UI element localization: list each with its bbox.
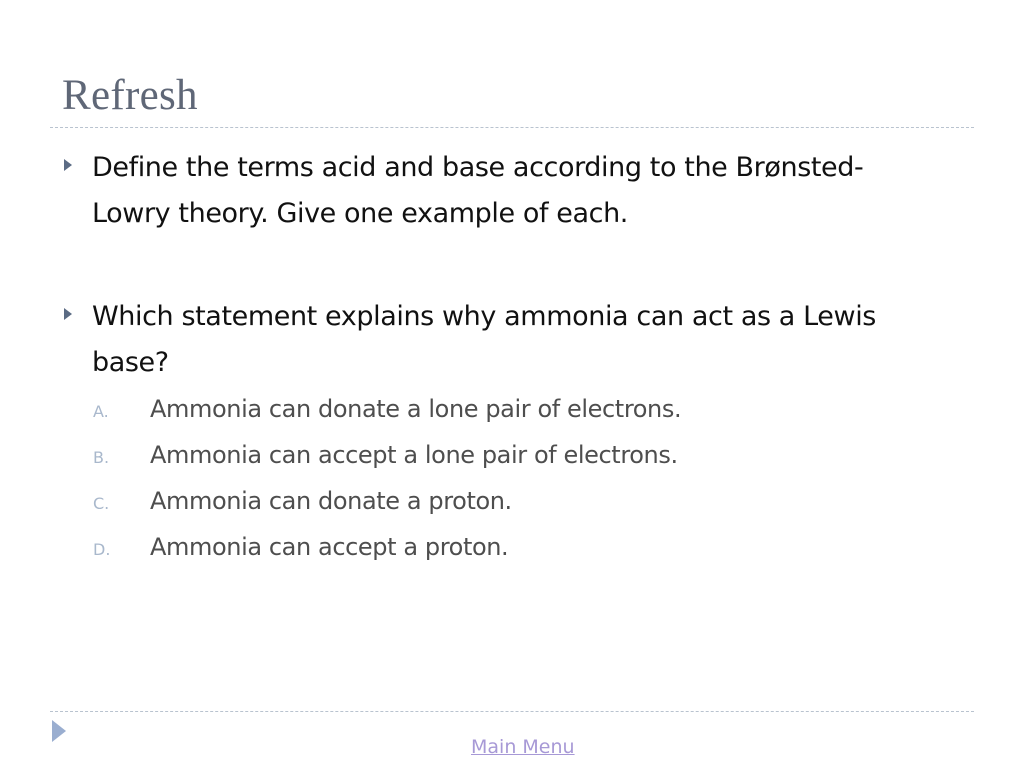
option-letter: A.: [93, 402, 109, 421]
bullet-arrow-icon: [64, 308, 72, 320]
footer-divider: [50, 711, 974, 712]
title-divider: [50, 127, 974, 128]
option-letter: C.: [93, 494, 110, 513]
answer-option: [0, 438, 1024, 478]
option-text: Ammonia can donate a proton.: [150, 487, 512, 515]
slide-title: Refresh: [62, 72, 198, 119]
play-arrow-icon[interactable]: [52, 720, 66, 742]
option-text: Ammonia can accept a proton.: [150, 533, 509, 561]
answer-option: [0, 484, 1024, 524]
main-menu-link[interactable]: Main Menu: [471, 736, 575, 758]
option-letter: D.: [93, 540, 111, 559]
bullet-arrow-icon: [64, 159, 72, 171]
option-text: Ammonia can donate a lone pair of electrons.: [150, 395, 682, 423]
bullet-text: Which statement explains why ammonia can act as a Lewis base?: [92, 301, 876, 378]
bullet-text: Define the terms acid and base according to the Brønsted-Lowry theory. Give one example of each.: [92, 152, 864, 229]
answer-option: [0, 530, 1024, 570]
option-letter: B.: [93, 448, 110, 467]
option-text: Ammonia can accept a lone pair of electrons.: [150, 441, 678, 469]
answer-option: [0, 392, 1024, 432]
